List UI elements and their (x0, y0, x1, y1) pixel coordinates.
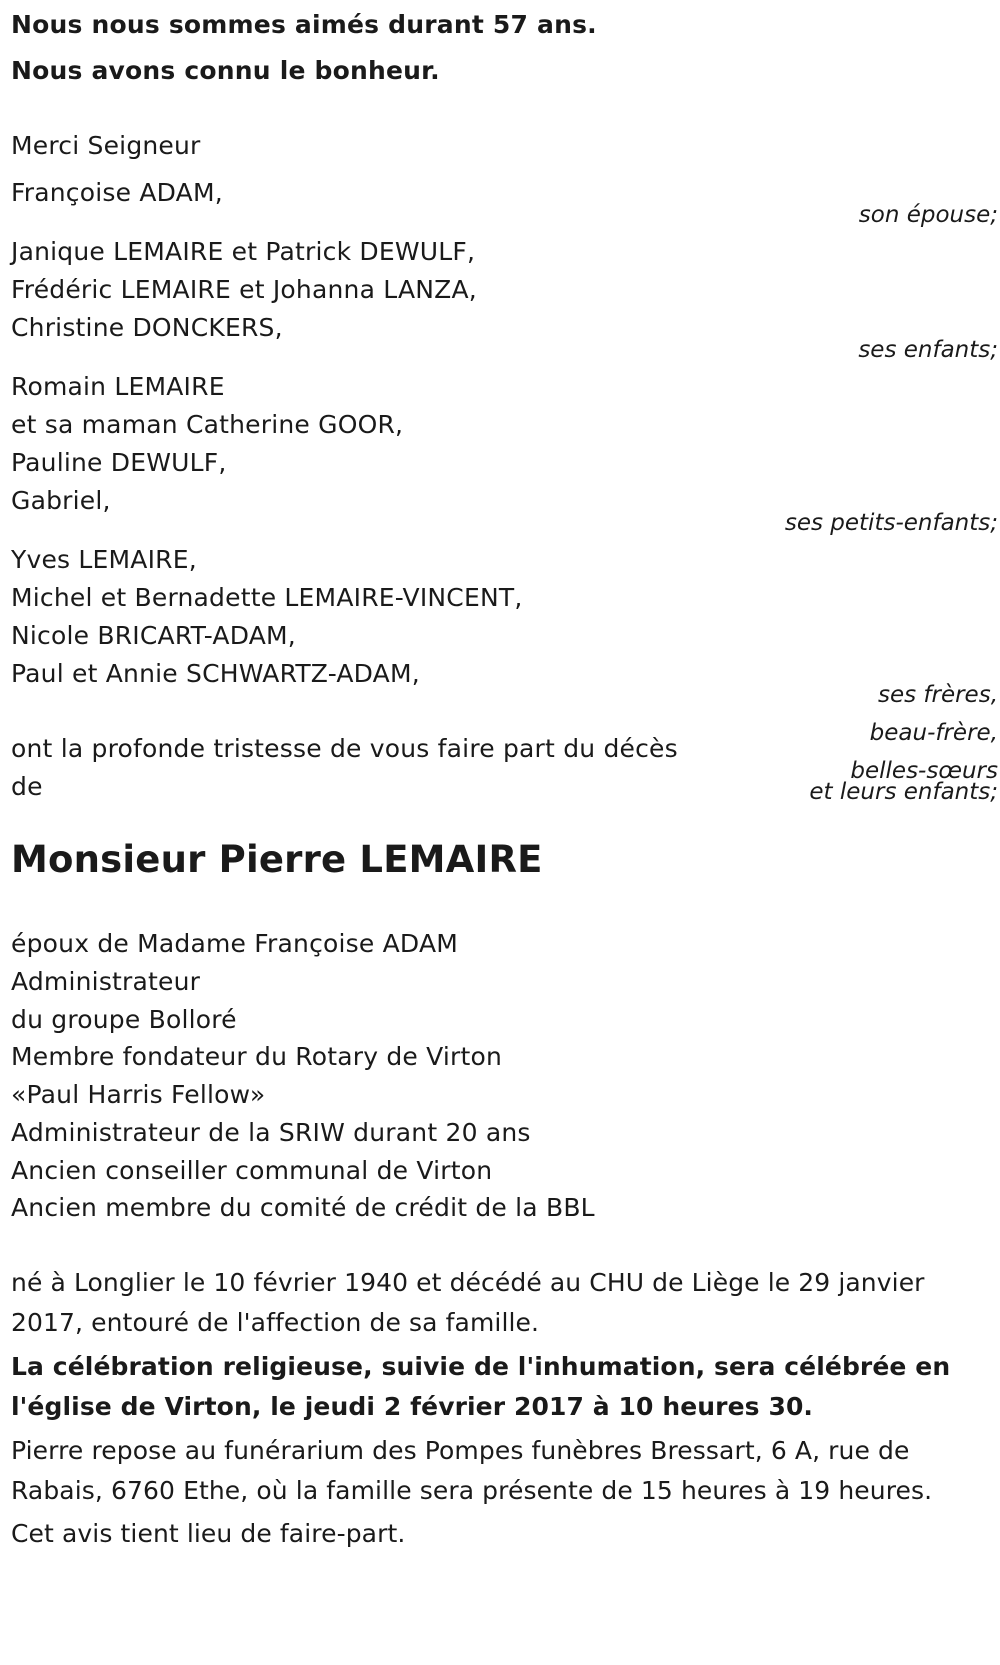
grandchild-name-1: Romain LEMAIRE (11, 372, 225, 401)
birth-death-paragraph: né à Longlier le 10 février 1940 et décédé au CHU de Liège le 29 janvier 2017, entouré de l'affection de sa famille. (11, 1268, 925, 1337)
spouse-role: son épouse; (858, 202, 998, 228)
siblings-role-1: ses frères, (877, 682, 998, 708)
deceased-title-4: Membre fondateur du Rotary de Virton (11, 1042, 503, 1071)
child-name-2: Frédéric LEMAIRE et Johanna LANZA, (11, 275, 477, 304)
child-name-1: Janique LEMAIRE et Patrick DEWULF, (11, 237, 476, 266)
spouse-name: Françoise ADAM, (11, 178, 223, 207)
deceased-title-7: Ancien conseiller communal de Virton (11, 1156, 493, 1185)
grandchild-name-2: et sa maman Catherine GOOR, (11, 410, 404, 439)
thanks-line: Merci Seigneur (11, 131, 201, 160)
child-name-3: Christine DONCKERS, (11, 313, 283, 342)
sibling-name-3: Nicole BRICART-ADAM, (11, 621, 296, 650)
deceased-title-5: «Paul Harris Fellow» (11, 1080, 266, 1109)
intro-line-2: Nous avons connu le bonheur. (11, 56, 440, 85)
siblings-role-4: et leurs enfants; (809, 779, 998, 805)
deceased-title-6: Administrateur de la SRIW durant 20 ans (11, 1118, 531, 1147)
siblings-role-2: beau-frère, (869, 720, 998, 746)
deceased-title-8: Ancien membre du comité de crédit de la BBL (11, 1193, 595, 1222)
grandchildren-role: ses petits-enfants; (784, 510, 998, 536)
closing-line: Cet avis tient lieu de faire-part. (11, 1519, 406, 1548)
sibling-name-4: Paul et Annie SCHWARTZ-ADAM, (11, 659, 420, 688)
deceased-name: Monsieur Pierre LEMAIRE (11, 838, 543, 881)
announcement-line-2: de (11, 772, 43, 801)
siblings-role-3: belles-sœurs (850, 758, 998, 784)
funeral-home-paragraph: Pierre repose au funérarium des Pompes funèbres Bressart, 6 A, rue de Rabais, 6760 Ethe, où la famille sera présente de 15 heures à 19 heures. (11, 1436, 933, 1505)
ceremony-paragraph: La célébration religieuse, suivie de l'inhumation, sera célébrée en l'église de Virton, le jeudi 2 février 2017 à 10 heures 30. (11, 1352, 951, 1421)
deceased-title-1: époux de Madame Françoise ADAM (11, 929, 459, 958)
grandchild-name-4: Gabriel, (11, 486, 111, 515)
deceased-title-2: Administrateur (11, 967, 201, 996)
grandchild-name-3: Pauline DEWULF, (11, 448, 227, 477)
announcement-line-1: ont la profonde tristesse de vous faire part du décès (11, 734, 678, 763)
sibling-name-1: Yves LEMAIRE, (11, 545, 197, 574)
intro-line-1: Nous nous sommes aimés durant 57 ans. (11, 10, 597, 39)
sibling-name-2: Michel et Bernadette LEMAIRE-VINCENT, (11, 583, 523, 612)
children-role: ses enfants; (858, 337, 998, 363)
deceased-title-3: du groupe Bolloré (11, 1005, 237, 1034)
